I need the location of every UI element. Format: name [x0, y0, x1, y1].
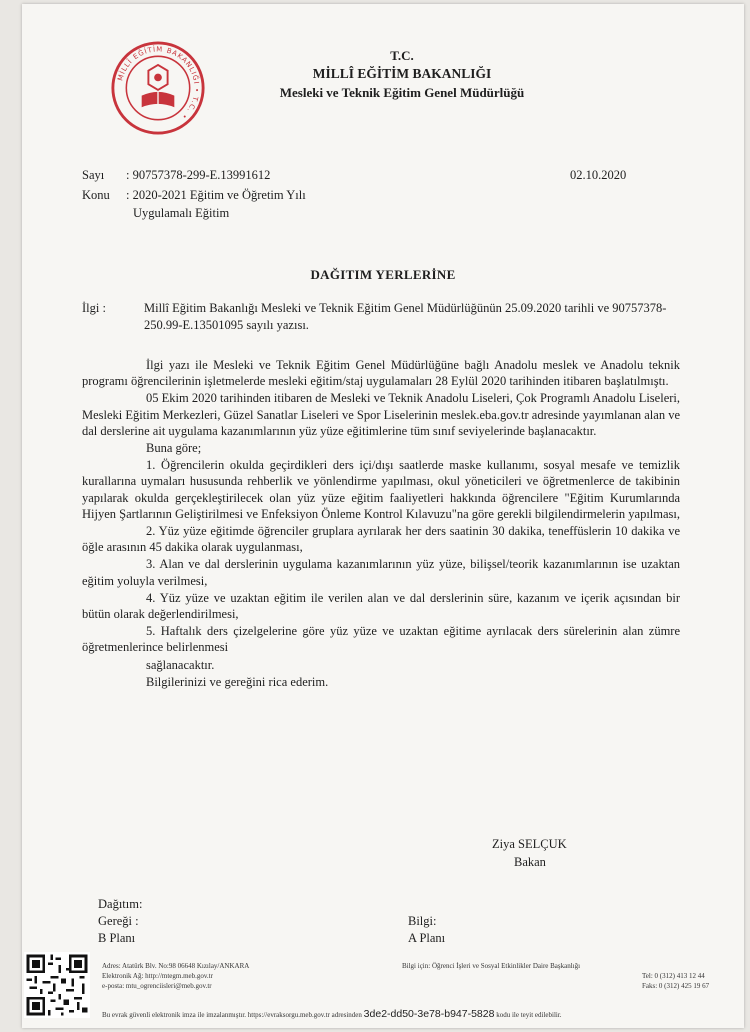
sayi-label: Sayı — [82, 168, 105, 182]
distribution-title: DAĞITIM YERLERİNE — [310, 267, 456, 282]
footer-email-link[interactable]: e-posta: mtu_ogrenciisleri@meb.gov.tr — [102, 982, 212, 990]
reference-block — [82, 300, 682, 334]
reference-label: İlgi : — [82, 301, 106, 315]
qr-code-icon — [24, 952, 90, 1018]
sayi-value: : 90757378-299-E.13991612 — [126, 168, 271, 182]
document-date: 02.10.2020 — [570, 168, 627, 182]
verify-suffix: kodu ile teyit edilebilir. — [496, 1011, 562, 1019]
paragraph: sağlanacaktır. — [146, 657, 215, 672]
letter-body — [82, 357, 680, 691]
gereği-label: Gereği : — [98, 914, 139, 928]
verify-prefix: Bu evrak güvenli elektronik imza ile imzalanmıştır. https://evraksorgu.meb.gov.tr adresinden — [102, 1011, 362, 1019]
header-tc: T.C. — [390, 48, 414, 63]
list-item: 2. Yüz yüze eğitimde öğrenciler gruplara ayrılarak her ders saatinin 30 dakika, teneffüslerin 10 dakika ve öğle arasının 45 dakika olarak uygulanması, — [82, 524, 680, 555]
konu-label: Konu — [82, 188, 110, 202]
paragraph: İlgi yazı ile Mesleki ve Teknik Eğitim Genel Müdürlüğüne bağlı Anadolu meslek ve Anadolu teknik programı öğrencilerinin işletmelerde mesleki eğitim/staj uygulamaları 28 Eylül 2020 tarihinden itibaren başlatılmıştı. — [82, 358, 680, 389]
list-item: 5. Haftalık ders çizelgelerine göre yüz yüze ve uzaktan eğitime ayrılacak ders sürelerinin alan zümre öğretmenlerince belirlenmesi — [82, 624, 680, 655]
footer-fax: Faks: 0 (312) 425 19 67 — [642, 982, 710, 990]
footer-info: Bilgi için: Öğrenci İşleri ve Sosyal Etkinlikler Daire Başkanlığı — [402, 962, 581, 970]
footer-tel: Tel: 0 (312) 413 12 44 — [642, 972, 705, 980]
konu-value-1: : 2020-2021 Eğitim ve Öğretim Yılı — [126, 188, 306, 202]
list-item: 3. Alan ve dal derslerinin uygulama kazanımlarının yüz yüze, bilişsel/teorik kazanımlarının ise uzaktan eğitim yoluyla verilmesi, — [82, 557, 680, 588]
distribution-label: Dağıtım: — [98, 897, 143, 911]
list-item: 4. Yüz yüze ve uzaktan eğitim ile verilen alan ve dal derslerinin süre, kazanım ve içerik açısından bir bütün olarak değerlendirilmesi, — [82, 590, 680, 622]
header-ministry: MİLLÎ EĞİTİM BAKANLIĞI — [312, 66, 492, 81]
verification-line — [102, 1009, 742, 1020]
list-item: 1. Öğrencilerin okulda geçirdikleri ders içi/dışı saatlerde maske kullanımı, sosyal mesafe ve temizlik kurallarına uymaları hususunda rehberlik ve yönlendirme yapılması, okul yöneticileri ve öğretmenlerce de takibinin yapılarak okulda gerçekleştirilecek olan yüz yüze eğitim faaliyetleri hakkında öğrencilere "Eğitim Kurumlarında Hijyen Şartlarının Geliştirilmesi ve Enfeksiyon Önleme Kontrol Kılavuzu"na göre gerekli bilgilendirmelerin yapılması, — [82, 458, 681, 521]
bilgi-value: A Planı — [408, 931, 446, 945]
footer-address: Adres: Atatürk Blv. No:98 06648 Kızılay/ANKARA — [102, 962, 250, 970]
meta-sayi — [82, 167, 270, 183]
header-directorate: Mesleki ve Teknik Eğitim Genel Müdürlüğü — [279, 85, 525, 100]
reference-text: Millî Eğitim Bakanlığı Mesleki ve Teknik Eğitim Genel Müdürlüğünün 25.09.2020 tarihli ve 90757378-250.99-E.13501095 sayılı yazısı. — [144, 301, 667, 332]
svg-text:MİLLÎ EĞİTİM BAKANLIĞI • T.C.: MİLLÎ EĞİTİM BAKANLIĞI • T.C. • — [116, 45, 201, 122]
signatory-name: Ziya SELÇUK — [492, 837, 567, 851]
paragraph: Buna göre; — [146, 441, 202, 456]
meta-konu — [82, 187, 306, 203]
footer-web-link[interactable]: Elektronik Ağ: http://mtegm.meb.gov.tr — [102, 972, 213, 980]
gereği-value: B Planı — [98, 931, 136, 945]
signatory-title: Bakan — [514, 855, 546, 869]
paragraph: Bilgilerinizi ve gereğini rica ederim. — [146, 674, 329, 689]
konu-value-2: Uygulamalı Eğitim — [133, 206, 230, 220]
document-page — [22, 4, 744, 1028]
verify-code: 3de2-dd50-3e78-b947-5828 — [363, 1008, 495, 1020]
bilgi-label: Bilgi: — [408, 914, 437, 928]
paragraph: 05 Ekim 2020 tarihinden itibaren de Mesleki ve Teknik Anadolu Liseleri, Çok Programlı Anadolu Liseleri, Mesleki Eğitim Merkezleri, Güzel Sanatlar Liseleri ve Spor Liselerinin meslek.eba.gov.tr adresinde yayımlanan alan ve dal derslerine ait uygulama kazanımlarının yüz yüze eğitimlerine tüm sınıf seviyelerinde başlanacaktır. — [82, 391, 680, 438]
